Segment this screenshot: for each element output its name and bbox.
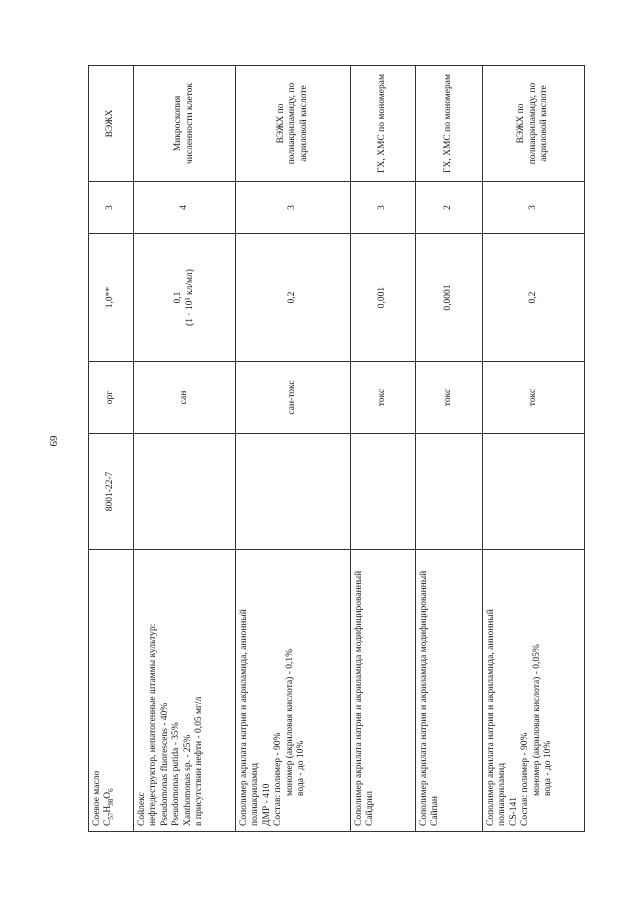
table-row [351, 66, 416, 832]
method-cell: ВЭЖХ по полиакриламиду, по акриловой кислоте [236, 66, 351, 182]
name-line: вода - до 10% [542, 740, 553, 796]
value-main: 0,1 [173, 291, 184, 304]
class-cell: 3 [236, 182, 351, 234]
hazard-cell: сан [134, 362, 236, 434]
class-cell: 4 [134, 182, 236, 234]
table-row [236, 66, 351, 832]
value-cell [134, 234, 236, 362]
name-line: Pseudomonas putida - 35% [171, 722, 182, 826]
substance-name-cell [134, 550, 236, 832]
name-line: мономер (акриловая кислота) - 0,1% [284, 648, 295, 796]
substance-name-cell [416, 550, 483, 832]
page-number: 69 [47, 435, 59, 447]
table-row [134, 66, 236, 832]
value-note: (1 · 10⁵ кл/мл) [184, 269, 195, 326]
hazard-cell: сан-токс [236, 362, 351, 434]
hazard-cell: токс [483, 362, 585, 434]
cas-cell [236, 434, 351, 550]
table-row [416, 66, 483, 832]
value-cell: 1,0** [89, 234, 134, 362]
value-cell: 0,2 [483, 234, 585, 362]
name-line: Сополимер акрилата натрия и акриламида, анионный полиакриламид [486, 609, 508, 826]
class-cell: 2 [416, 182, 483, 234]
cas-cell [134, 434, 236, 550]
table-row [483, 66, 585, 832]
substance-name-cell [236, 550, 351, 832]
substances-table [88, 65, 585, 832]
cas-cell [351, 434, 416, 550]
method-cell: ВЭЖХ по полиакриламиду, по акриловой кислоте [483, 66, 585, 182]
name-line: ДМР - 410 [261, 783, 272, 826]
hazard-cell: орг [89, 362, 134, 434]
name-line: в присутствии нефти - 0,05 мг/л [193, 696, 204, 826]
name-line: Xanthomonas sp. - 25% [182, 734, 193, 826]
table-row [89, 66, 134, 832]
name-line: CS-141 [508, 796, 519, 826]
hazard-cell: токс [351, 362, 416, 434]
substance-name-cell [89, 550, 134, 832]
method-cell: ВЭЖХ [89, 66, 134, 182]
cas-cell [416, 434, 483, 550]
substance-name-cell [483, 550, 585, 832]
name-line: Сайпан [430, 795, 441, 826]
name-line: Сойлекс [137, 792, 147, 826]
hazard-cell: токс [416, 362, 483, 434]
cas-cell: 8001-22-7 [89, 434, 134, 550]
rotated-table-container [88, 66, 584, 832]
method-cell: Микроскопия численности клеток [134, 66, 236, 182]
formula: $C_{57}H_{98}O_6$ [103, 788, 116, 826]
method-cell: ГХ, ХМС по мономерам [351, 66, 416, 182]
name-line: Сополимер акрилата натрия и акриламида, анионный полиакриламид [239, 609, 261, 826]
substances-table-frame [88, 66, 584, 832]
class-cell: 3 [351, 182, 416, 234]
class-cell: 3 [483, 182, 585, 234]
method-cell: ГХ, ХМС по мономерам [416, 66, 483, 182]
value-cell: 0,2 [236, 234, 351, 362]
name-line: мономер (акриловая кислота) - 0,05% [531, 644, 542, 796]
name-line: Сополимер акрилата натрия и акриламида модифицированный [419, 570, 429, 826]
value-cell: 0,001 [351, 234, 416, 362]
substance-name-cell [351, 550, 416, 832]
name-line: нефтедеструктор, непатогенные штаммы культур: [148, 623, 159, 826]
name-line: Состав: полимер - 90% [273, 732, 284, 826]
class-cell: 3 [89, 182, 134, 234]
cas-cell [483, 434, 585, 550]
name-line: вода - до 10% [295, 740, 306, 796]
name-line: Соевое масло [92, 770, 102, 826]
name-line: Сайдрил [365, 790, 376, 826]
value-cell: 0,0001 [416, 234, 483, 362]
name-line: Pseudomonas fluorescens - 40% [159, 702, 170, 826]
name-line: Состав: полимер - 90% [520, 732, 531, 826]
name-line: Сополимер акрилата натрия и акриламида модифицированный [354, 570, 364, 826]
